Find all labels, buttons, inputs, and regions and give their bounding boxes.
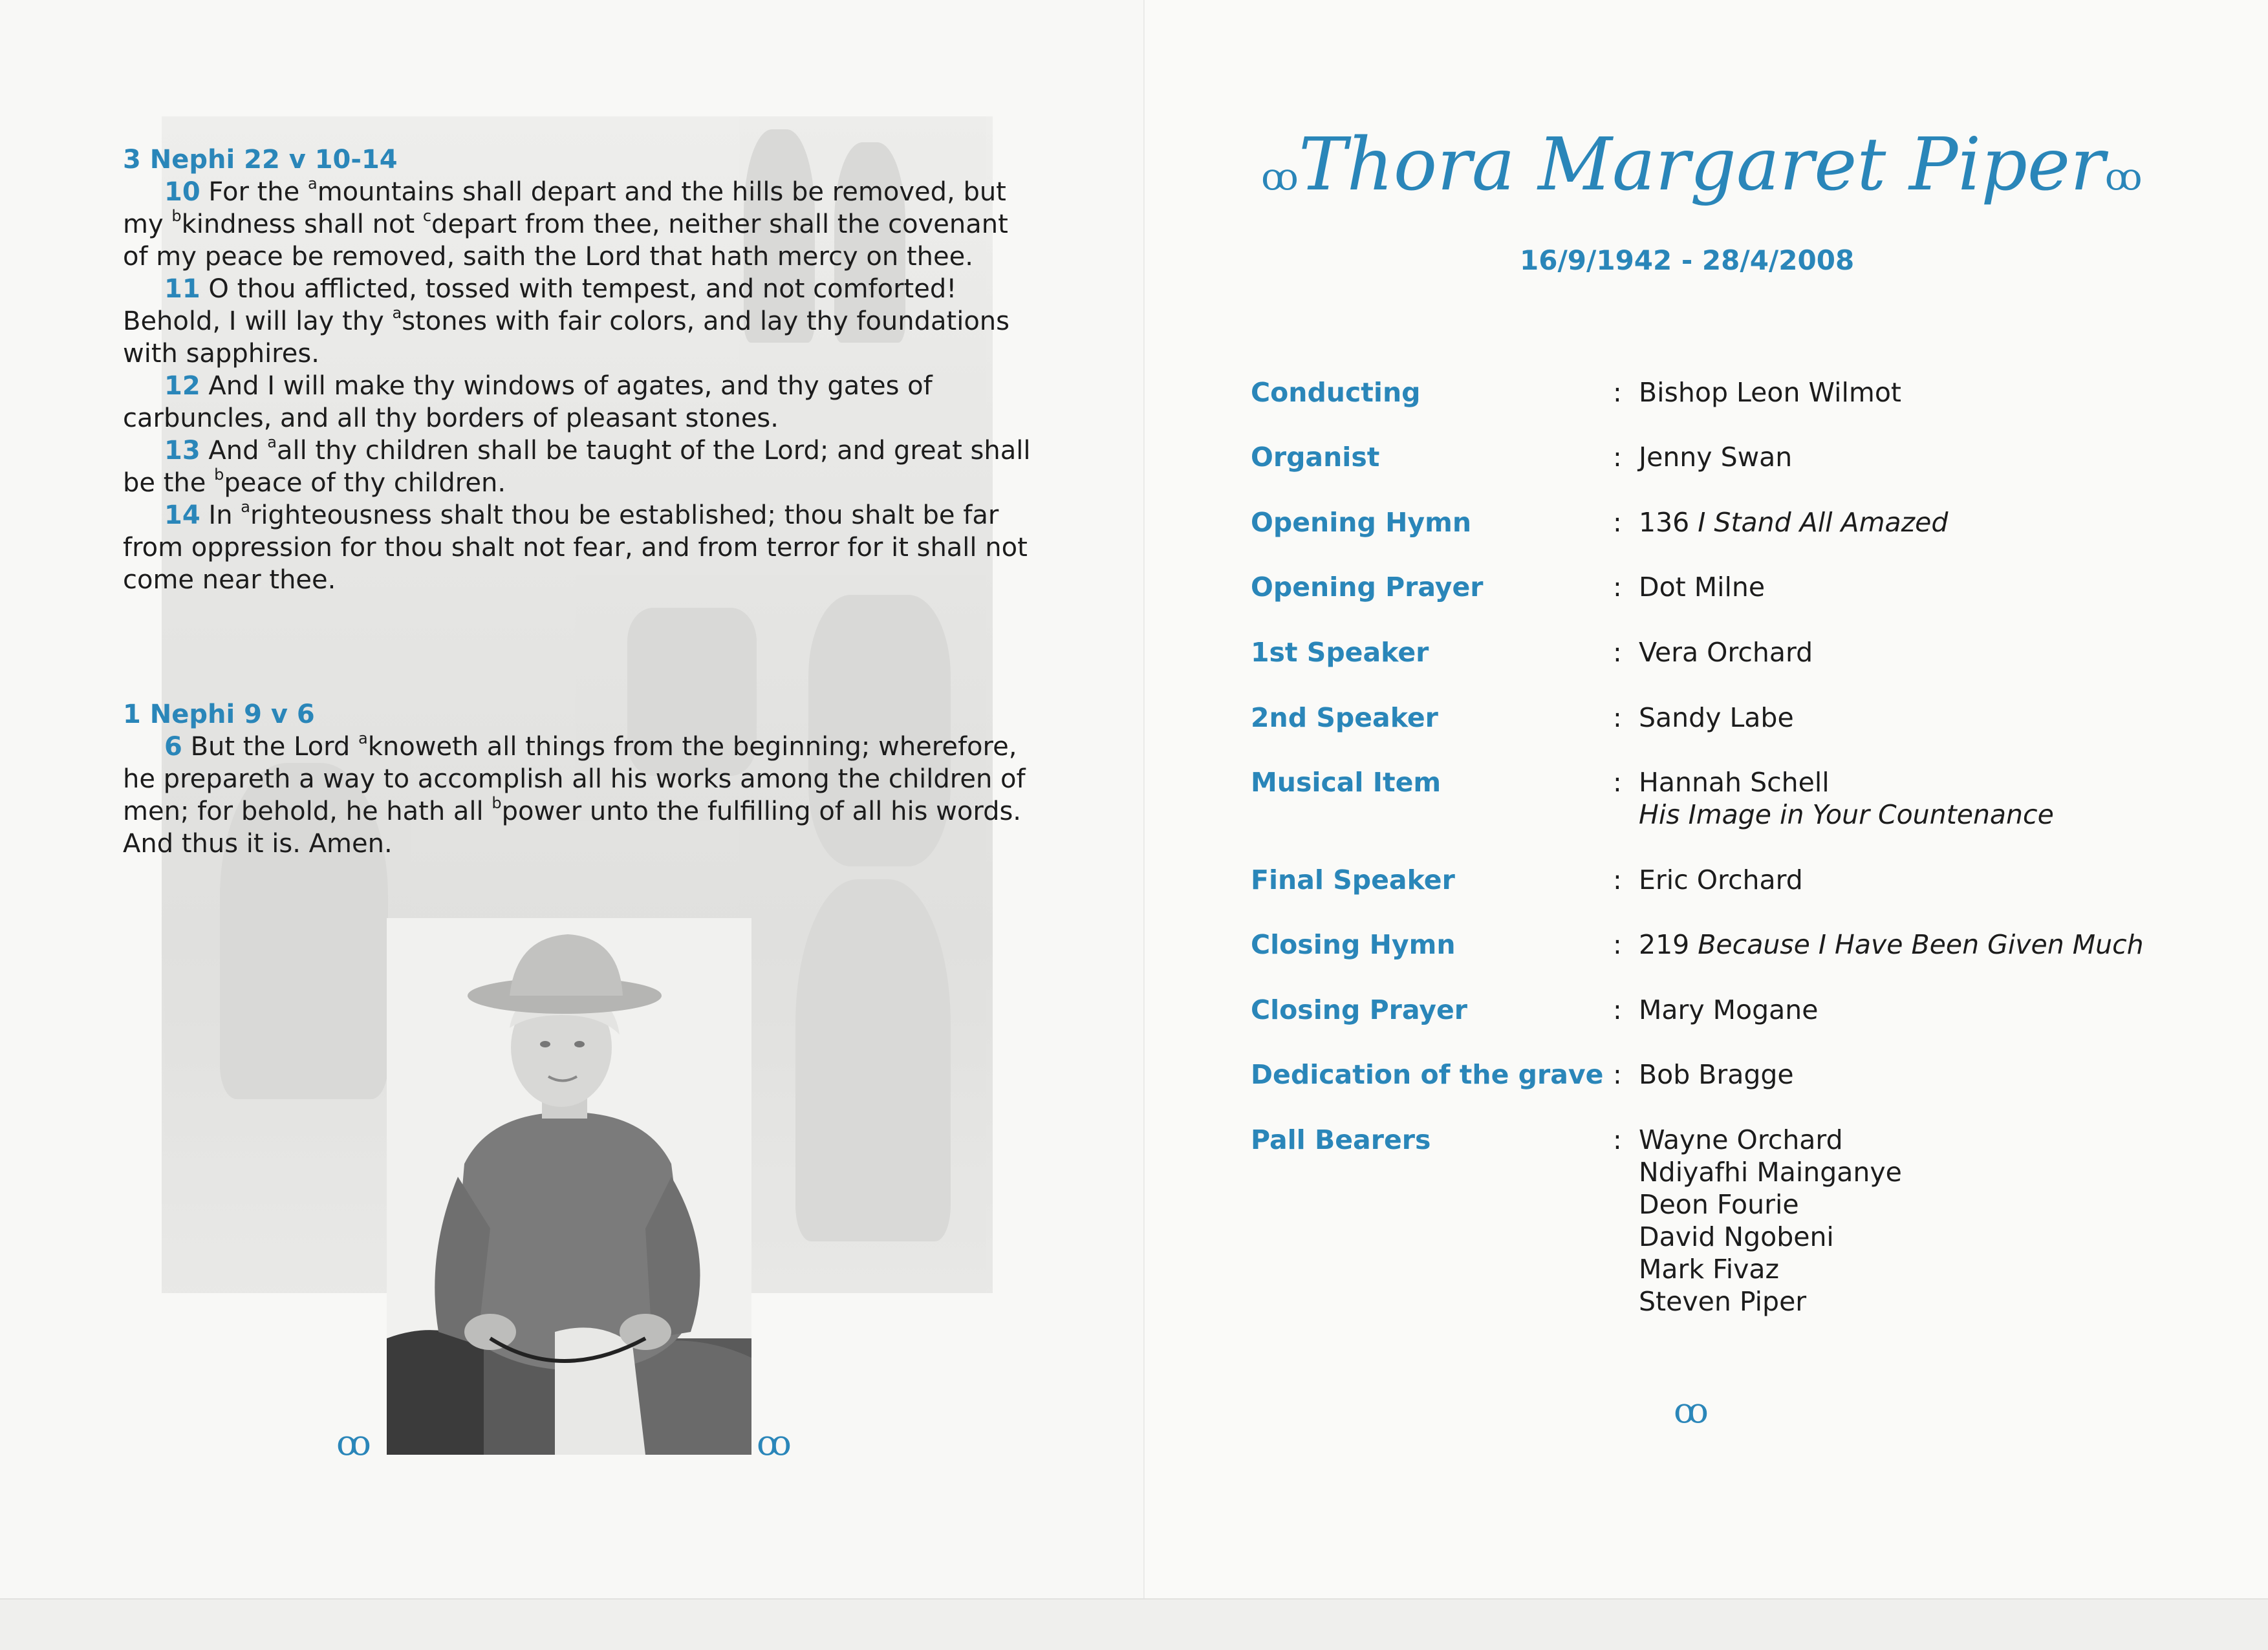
verse-text: depart from thee, neither shall the covenant of my peace be removed, saith the Lord that hath mercy on thee. xyxy=(123,209,1008,272)
program-separator: : xyxy=(1613,377,1622,408)
program-role-label: Closing Prayer xyxy=(1251,994,1468,1025)
name-curl-right-icon: ꝏ xyxy=(2104,155,2143,198)
program-value-line: Deon Fourie xyxy=(1639,1189,1799,1220)
program-value xyxy=(1639,1058,1794,1091)
verse-text: O thou afflicted, tossed with tempest, and not comforted! Behold, I will lay thy xyxy=(123,274,957,336)
program-value xyxy=(1639,1124,1902,1318)
program-role-label: Musical Item xyxy=(1251,767,1442,798)
program-separator: : xyxy=(1613,929,1622,960)
program-value-line: Eric Orchard xyxy=(1639,864,1803,895)
verse xyxy=(123,434,1041,499)
program-value xyxy=(1639,506,1948,539)
program-value xyxy=(1639,636,1813,669)
program-role-label: Closing Hymn xyxy=(1251,929,1456,960)
program-value-line: Wayne Orchard xyxy=(1639,1124,1843,1155)
program-separator: : xyxy=(1613,572,1622,603)
footnote-marker: a xyxy=(392,304,402,322)
program-separator: : xyxy=(1613,767,1622,798)
verse xyxy=(123,273,1041,370)
name-curl-left-icon: ꝏ xyxy=(1261,155,1299,198)
footnote-marker: b xyxy=(171,207,182,225)
portrait-photo xyxy=(387,918,751,1455)
footnote-marker: a xyxy=(267,433,277,451)
hymn-title: Because I Have Been Given Much xyxy=(1698,929,2144,960)
scripture-passage-1 xyxy=(123,144,1041,596)
program-value-line: Mary Mogane xyxy=(1639,994,1819,1025)
bottom-ornament-icon: ꝏ xyxy=(1674,1390,1709,1431)
verse-text: But the Lord xyxy=(190,732,359,762)
verse-text: In xyxy=(208,500,241,530)
footnote-marker: b xyxy=(214,466,224,484)
program-value-line: Jenny Swan xyxy=(1639,442,1793,473)
ornament-right-icon: ꝏ xyxy=(757,1422,792,1463)
verse-text: righteousness shalt thou be established; thou shalt be far from oppression for thou shalt not fear, and from terror for it shall not come near thee. xyxy=(123,500,1028,595)
footnote-marker: a xyxy=(358,729,368,747)
program-role-label: Opening Prayer xyxy=(1251,572,1484,603)
hymn-title: I Stand All Amazed xyxy=(1698,507,1949,538)
program-value-line: Steven Piper xyxy=(1639,1286,1807,1317)
verse-number: 10 xyxy=(164,177,200,207)
program-value-line: Ndiyafhi Mainganye xyxy=(1639,1157,1902,1188)
program-separator: : xyxy=(1613,442,1622,473)
program-value xyxy=(1639,702,1794,734)
program-value-line: Bishop Leon Wilmot xyxy=(1639,377,1901,408)
verse-text: mountains shall depart and the hills be removed, but my xyxy=(123,177,1006,239)
verse-number: 6 xyxy=(164,732,182,762)
scan-bottom-edge xyxy=(0,1598,2268,1650)
verse xyxy=(123,370,1041,434)
program-value-line: Hannah Schell xyxy=(1639,767,1830,798)
program-value xyxy=(1639,766,2054,831)
program-role-label: Opening Hymn xyxy=(1251,507,1472,538)
program-role-label: Pall Bearers xyxy=(1251,1124,1431,1155)
ornament-left-icon: ꝏ xyxy=(336,1422,371,1463)
verse xyxy=(123,176,1041,273)
footnote-marker: a xyxy=(307,175,318,193)
program-role-label: 1st Speaker xyxy=(1251,637,1429,668)
verse-number: 13 xyxy=(164,436,200,466)
scripture-reference: 1 Nephi 9 v 6 xyxy=(123,700,315,729)
program-value-line: 136 xyxy=(1639,507,1698,538)
program-separator: : xyxy=(1613,507,1622,538)
program-value-line: 219 xyxy=(1639,929,1698,960)
verse-number: 11 xyxy=(164,274,200,304)
verse-text: peace of thy children. xyxy=(224,468,506,498)
program-value-line: Mark Fivaz xyxy=(1639,1254,1780,1285)
verse-text: stones with fair colors, and lay thy foundations with sapphires. xyxy=(123,306,1010,369)
verse-text: knoweth all things from the beginning; wherefore, he prepareth a way to accomplish all his works among the children of men; for behold, he hath all xyxy=(123,732,1026,826)
program-separator: : xyxy=(1613,1124,1622,1155)
program-value xyxy=(1639,571,1765,603)
musical-item-title: His Image in Your Countenance xyxy=(1639,799,2054,830)
program-value xyxy=(1639,994,1818,1026)
program-value-line: Sandy Labe xyxy=(1639,702,1794,733)
program-separator: : xyxy=(1613,637,1622,668)
verse-text: kindness shall not xyxy=(181,209,423,239)
footnote-marker: b xyxy=(491,794,502,812)
verse-number: 12 xyxy=(164,371,200,401)
deceased-name-title xyxy=(1261,123,2166,207)
program-value-line: Vera Orchard xyxy=(1639,637,1813,668)
verse-text: For the xyxy=(208,177,308,207)
program-separator: : xyxy=(1613,1059,1622,1090)
verse-text: And I will make thy windows of agates, and thy gates of carbuncles, and all thy borders of pleasant stones. xyxy=(123,371,933,433)
scripture-reference: 3 Nephi 22 v 10-14 xyxy=(123,145,398,175)
program-separator: : xyxy=(1613,994,1622,1025)
verse-text: power unto the fulfilling of all his words. And thus it is. Amen. xyxy=(123,797,1022,859)
verse xyxy=(123,731,1041,860)
scripture-passage-2 xyxy=(123,698,1041,860)
program-role-label: Conducting xyxy=(1251,377,1421,408)
program-role-label: 2nd Speaker xyxy=(1251,702,1438,733)
program-role-label: Final Speaker xyxy=(1251,864,1455,895)
program-value-line: Bob Bragge xyxy=(1639,1059,1794,1090)
footnote-marker: a xyxy=(241,498,250,516)
life-dates: 16/9/1942 - 28/4/2008 xyxy=(1520,244,1855,276)
program-value xyxy=(1639,928,2144,961)
program-separator: : xyxy=(1613,702,1622,733)
program-value xyxy=(1639,376,1901,409)
program-role-label: Organist xyxy=(1251,442,1380,473)
verse-text: And xyxy=(208,436,268,466)
program-role-label: Dedication of the grave xyxy=(1251,1059,1604,1090)
verse xyxy=(123,499,1041,596)
program-value xyxy=(1639,441,1792,473)
program-value-line: David Ngobeni xyxy=(1639,1221,1834,1252)
deceased-name: Thora Margaret Piper xyxy=(1298,123,2105,207)
program-value xyxy=(1639,864,1803,896)
verse-number: 14 xyxy=(164,500,200,530)
program-separator: : xyxy=(1613,864,1622,895)
footnote-marker: c xyxy=(422,207,432,225)
program-value-line: Dot Milne xyxy=(1639,572,1766,603)
verse-text: all thy children shall be taught of the Lord; and great shall be the xyxy=(123,436,1031,498)
